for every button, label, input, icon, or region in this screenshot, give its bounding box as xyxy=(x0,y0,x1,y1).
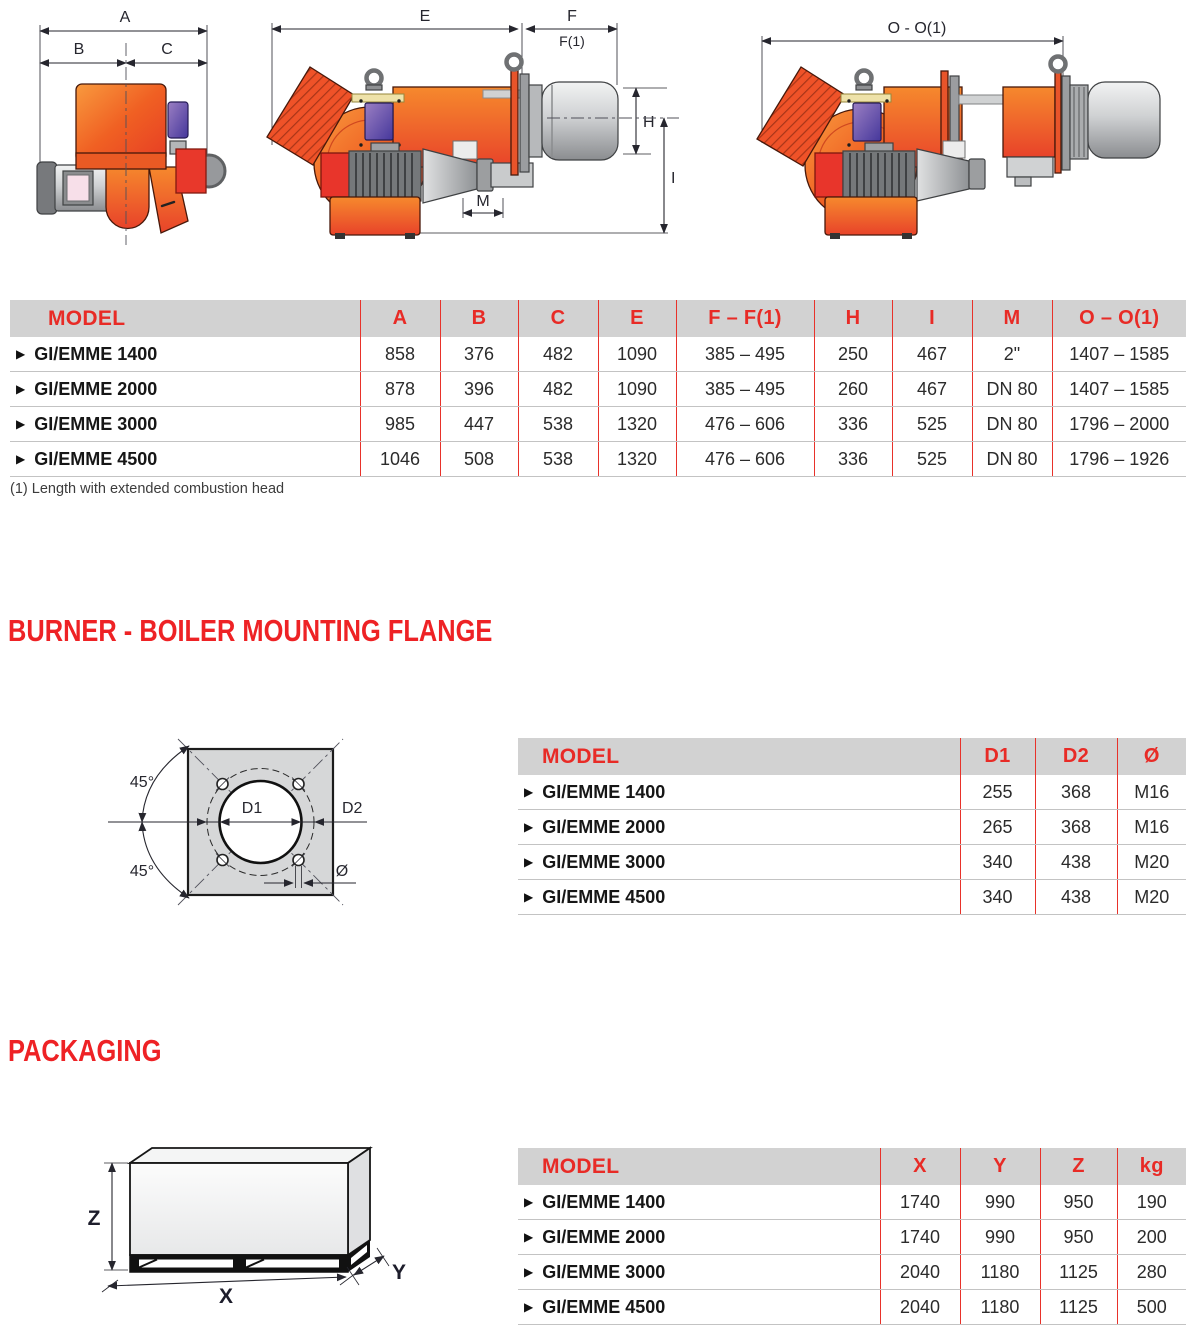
table-header-row xyxy=(518,1148,1186,1185)
model-name: GI/EMME 4500 xyxy=(542,886,666,907)
value-cell: 385 – 495 xyxy=(676,337,814,372)
value-cell: 525 xyxy=(892,407,972,442)
flange-table xyxy=(518,738,1186,915)
column-header-0: MODEL xyxy=(518,738,960,775)
value-cell: 336 xyxy=(814,442,892,477)
model-bullet-icon xyxy=(16,382,25,396)
flange-label-d1: D1 xyxy=(241,800,263,817)
dim-label-z: Z xyxy=(87,1207,101,1230)
column-header-2: Y xyxy=(960,1148,1040,1185)
value-cell: 396 xyxy=(440,372,518,407)
value-cell: DN 80 xyxy=(972,407,1052,442)
value-cell: 438 xyxy=(1035,880,1117,915)
column-header-5: F – F(1) xyxy=(676,300,814,337)
table-row xyxy=(518,775,1186,810)
model-name: GI/EMME 3000 xyxy=(542,851,666,872)
value-cell: 1125 xyxy=(1040,1290,1117,1325)
model-bullet-icon xyxy=(524,820,533,834)
value-cell: 1125 xyxy=(1040,1255,1117,1290)
column-header-8: M xyxy=(972,300,1052,337)
value-cell: 2040 xyxy=(880,1290,960,1325)
value-cell: 250 xyxy=(814,337,892,372)
table-header-row xyxy=(518,738,1186,775)
value-cell: 340 xyxy=(960,845,1035,880)
dim-label-i: I xyxy=(671,170,676,187)
model-bullet-icon xyxy=(16,452,25,466)
value-cell: 1046 xyxy=(360,442,440,477)
value-cell: 950 xyxy=(1040,1220,1117,1255)
value-cell: 368 xyxy=(1035,810,1117,845)
dim-label-c: C xyxy=(161,41,173,58)
dim-label-y: Y xyxy=(392,1261,407,1284)
flange-label-angle-top: 45° xyxy=(129,774,155,791)
value-cell: 368 xyxy=(1035,775,1117,810)
column-header-9: O – O(1) xyxy=(1052,300,1186,337)
value-cell: 985 xyxy=(360,407,440,442)
value-cell: M20 xyxy=(1117,880,1186,915)
value-cell: 438 xyxy=(1035,845,1117,880)
model-name: GI/EMME 4500 xyxy=(34,448,158,469)
value-cell: 200 xyxy=(1117,1220,1186,1255)
extended-head-drawing xyxy=(745,3,1196,265)
model-cell xyxy=(518,1255,880,1290)
value-cell: 1180 xyxy=(960,1290,1040,1325)
column-header-4: E xyxy=(598,300,676,337)
column-header-1: D1 xyxy=(960,738,1035,775)
dim-label-f1: F(1) xyxy=(559,33,585,49)
model-cell xyxy=(518,880,960,915)
model-bullet-icon xyxy=(524,1300,533,1314)
value-cell: 476 – 606 xyxy=(676,407,814,442)
model-name: GI/EMME 1400 xyxy=(542,781,666,802)
value-cell: 1740 xyxy=(880,1220,960,1255)
value-cell: 950 xyxy=(1040,1185,1117,1220)
model-name: GI/EMME 3000 xyxy=(34,413,158,434)
dim-label-a: A xyxy=(119,9,131,26)
value-cell: DN 80 xyxy=(972,442,1052,477)
model-cell xyxy=(10,337,360,372)
value-cell: 1320 xyxy=(598,407,676,442)
table-row xyxy=(10,372,1186,407)
model-bullet-icon xyxy=(524,855,533,869)
table-row xyxy=(518,845,1186,880)
value-cell: 482 xyxy=(518,337,598,372)
model-name: GI/EMME 4500 xyxy=(542,1296,666,1317)
value-cell: 2040 xyxy=(880,1255,960,1290)
value-cell: 447 xyxy=(440,407,518,442)
model-bullet-icon xyxy=(16,347,25,361)
table-row xyxy=(518,1255,1186,1290)
dim-label-e: E xyxy=(419,8,431,25)
front-view-drawing xyxy=(15,5,245,255)
value-cell: 482 xyxy=(518,372,598,407)
column-header-0: MODEL xyxy=(10,300,360,337)
table-footnote: (1) Length with extended combustion head xyxy=(10,481,285,497)
model-bullet-icon xyxy=(524,890,533,904)
model-cell xyxy=(518,810,960,845)
value-cell: 467 xyxy=(892,337,972,372)
side-view-burner xyxy=(267,55,618,240)
model-bullet-icon xyxy=(524,785,533,799)
value-cell: 340 xyxy=(960,880,1035,915)
value-cell: 280 xyxy=(1117,1255,1186,1290)
table-row xyxy=(10,407,1186,442)
value-cell: 265 xyxy=(960,810,1035,845)
model-bullet-icon xyxy=(524,1265,533,1279)
side-view-drawing xyxy=(255,5,687,257)
dim-label-o: O - O(1) xyxy=(887,20,947,37)
table-header-row xyxy=(10,300,1186,337)
flange-diagram xyxy=(58,716,408,916)
packaging-table xyxy=(518,1148,1186,1325)
model-cell xyxy=(518,1220,880,1255)
value-cell: 1090 xyxy=(598,372,676,407)
column-header-0: MODEL xyxy=(518,1148,880,1185)
value-cell: 1180 xyxy=(960,1255,1040,1290)
table-row xyxy=(518,810,1186,845)
model-cell xyxy=(518,845,960,880)
value-cell: 336 xyxy=(814,407,892,442)
model-bullet-icon xyxy=(524,1195,533,1209)
value-cell: 1320 xyxy=(598,442,676,477)
value-cell: 2" xyxy=(972,337,1052,372)
column-header-2: B xyxy=(440,300,518,337)
value-cell: 255 xyxy=(960,775,1035,810)
column-header-7: I xyxy=(892,300,972,337)
model-cell xyxy=(10,372,360,407)
section-heading-flange: BURNER - BOILER MOUNTING FLANGE xyxy=(8,613,493,648)
dim-label-f: F xyxy=(567,8,577,25)
value-cell: 385 – 495 xyxy=(676,372,814,407)
flange-label-d2: D2 xyxy=(342,800,363,817)
value-cell: 1407 – 1585 xyxy=(1052,372,1186,407)
table-row xyxy=(10,337,1186,372)
model-cell xyxy=(518,1185,880,1220)
extended-view-burner xyxy=(757,57,1160,240)
value-cell: 508 xyxy=(440,442,518,477)
value-cell: 500 xyxy=(1117,1290,1186,1325)
front-view-burner xyxy=(37,84,225,233)
value-cell: 538 xyxy=(518,442,598,477)
dimensions-table xyxy=(10,300,1186,477)
value-cell: 990 xyxy=(960,1220,1040,1255)
dim-label-h: H xyxy=(643,114,655,131)
value-cell: DN 80 xyxy=(972,372,1052,407)
column-header-1: X xyxy=(880,1148,960,1185)
value-cell: 467 xyxy=(892,372,972,407)
table-row xyxy=(518,1185,1186,1220)
value-cell: 190 xyxy=(1117,1185,1186,1220)
model-cell xyxy=(10,442,360,477)
value-cell: M16 xyxy=(1117,810,1186,845)
dim-label-m: M xyxy=(476,193,490,210)
value-cell: 1090 xyxy=(598,337,676,372)
dim-label-x: X xyxy=(218,1285,234,1308)
value-cell: 538 xyxy=(518,407,598,442)
table-row xyxy=(10,442,1186,477)
column-header-1: A xyxy=(360,300,440,337)
value-cell: 878 xyxy=(360,372,440,407)
model-name: GI/EMME 1400 xyxy=(34,343,158,364)
column-header-3: Ø xyxy=(1117,738,1186,775)
column-header-4: kg xyxy=(1117,1148,1186,1185)
column-header-2: D2 xyxy=(1035,738,1117,775)
table-row xyxy=(518,1220,1186,1255)
table-row xyxy=(518,1290,1186,1325)
model-name: GI/EMME 2000 xyxy=(34,378,158,399)
column-header-3: C xyxy=(518,300,598,337)
model-name: GI/EMME 2000 xyxy=(542,1226,666,1247)
section-heading-packaging: PACKAGING xyxy=(8,1033,162,1068)
model-bullet-icon xyxy=(524,1230,533,1244)
model-cell xyxy=(518,775,960,810)
table-row xyxy=(518,880,1186,915)
value-cell: M16 xyxy=(1117,775,1186,810)
model-cell xyxy=(518,1290,880,1325)
column-header-6: H xyxy=(814,300,892,337)
model-name: GI/EMME 2000 xyxy=(542,816,666,837)
value-cell: 1407 – 1585 xyxy=(1052,337,1186,372)
value-cell: 476 – 606 xyxy=(676,442,814,477)
model-bullet-icon xyxy=(16,417,25,431)
flange-table-wrap xyxy=(518,738,1186,915)
value-cell: 990 xyxy=(960,1185,1040,1220)
value-cell: 260 xyxy=(814,372,892,407)
value-cell: M20 xyxy=(1117,845,1186,880)
value-cell: 1740 xyxy=(880,1185,960,1220)
value-cell: 525 xyxy=(892,442,972,477)
model-cell xyxy=(10,407,360,442)
flange-label-angle-bottom: 45° xyxy=(129,863,155,880)
packaging-box-diagram xyxy=(58,1095,450,1329)
model-name: GI/EMME 1400 xyxy=(542,1191,666,1212)
column-header-3: Z xyxy=(1040,1148,1117,1185)
packaging-table-wrap xyxy=(518,1148,1186,1325)
value-cell: 1796 – 1926 xyxy=(1052,442,1186,477)
dim-label-b: B xyxy=(73,41,85,58)
dimensions-table-wrap xyxy=(10,300,1186,477)
model-name: GI/EMME 3000 xyxy=(542,1261,666,1282)
flange-label-bolt-diameter: Ø xyxy=(335,863,349,880)
value-cell: 858 xyxy=(360,337,440,372)
value-cell: 1796 – 2000 xyxy=(1052,407,1186,442)
value-cell: 376 xyxy=(440,337,518,372)
